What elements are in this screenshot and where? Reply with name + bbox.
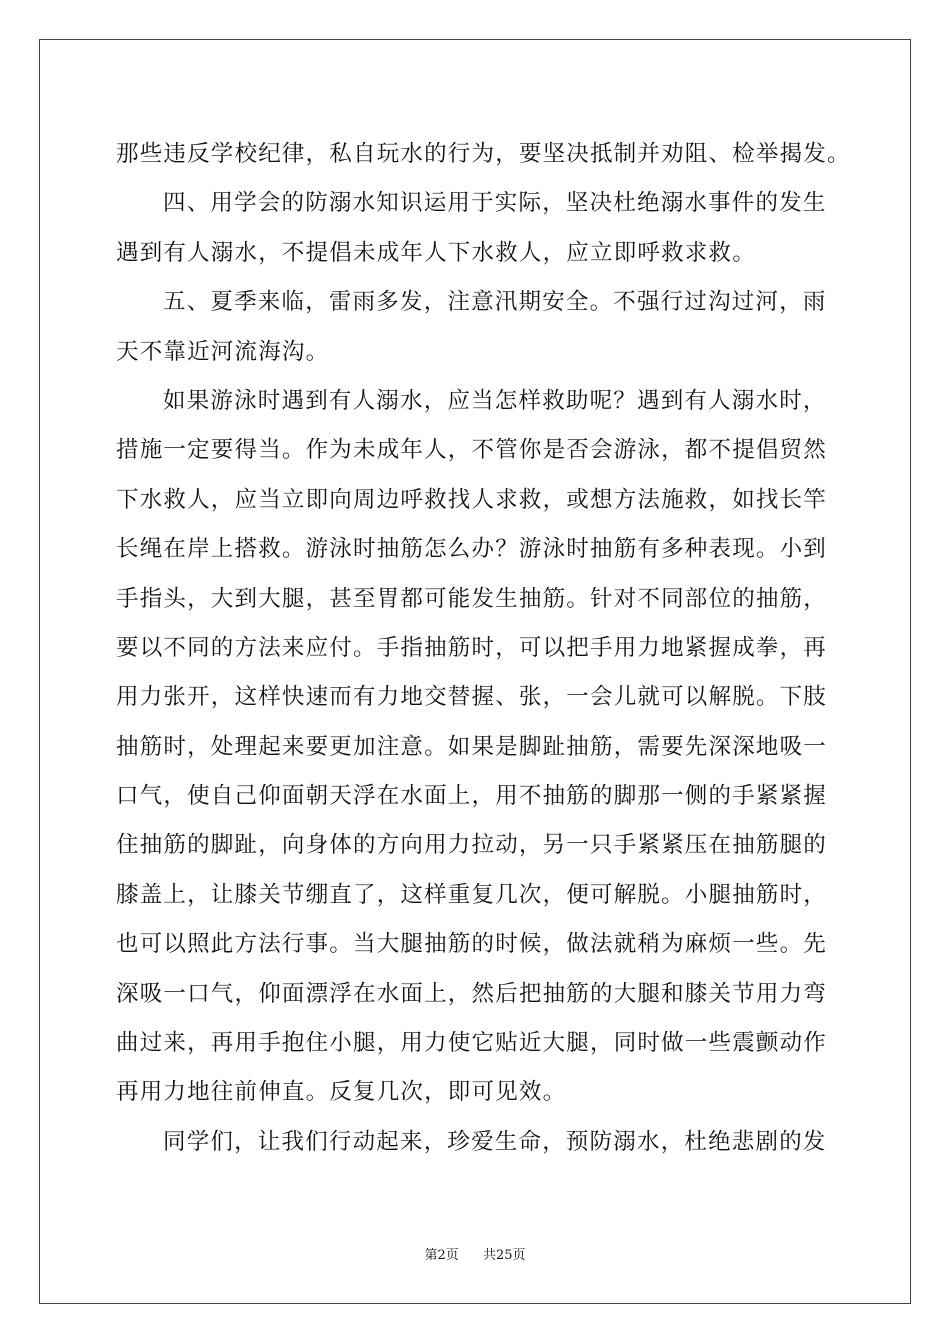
text-line-8: 下水救人，应当立即向周边呼救找人求救，或想方法施救，如找长竿 [116, 486, 828, 513]
text-line-2: 四、用学会的防溺水知识运用于实际，坚决杜绝溺水事件的发生 [163, 190, 827, 217]
text-line-3: 遇到有人溺水，不提倡未成年人下水救人，应立即呼救求救。 [116, 239, 756, 266]
text-line-20: 再用力地往前伸直。反复几次，即可见效。 [116, 1079, 567, 1106]
text-line-10: 手指头，大到大腿，甚至胃都可能发生抽筋。针对不同部位的抽筋， [116, 585, 828, 612]
text-line-16: 膝盖上，让膝关节绷直了，这样重复几次，便可解脱。小腿抽筋时， [116, 881, 828, 908]
page-footer [0, 1247, 950, 1265]
text-line-7: 措施一定要得当。作为未成年人，不管你是否会游泳，都不提倡贸然 [116, 437, 828, 464]
text-line-15: 住抽筋的脚趾，向身体的方向用力拉动，另一只手紧紧压在抽筋腿的 [116, 832, 828, 859]
document-body [116, 130, 851, 1167]
text-line-13: 抽筋时，处理起来要更加注意。如果是脚趾抽筋，需要先深深地吸一 [116, 733, 828, 760]
text-line-17: 也可以照此方法行事。当大腿抽筋的时候，做法就稍为麻烦一些。先 [116, 931, 828, 958]
text-line-1: 那些违反学校纪律，私自玩水的行为，要坚决抵制并劝阻、检举揭发。 [116, 141, 851, 167]
text-line-6: 如果游泳时遇到有人溺水，应当怎样救助呢？遇到有人溺水时， [163, 387, 827, 414]
text-line-18: 深吸一口气，仰面漂浮在水面上，然后把抽筋的大腿和膝关节用力弯 [116, 980, 828, 1007]
text-line-9: 长绳在岸上搭救。游泳时抽筋怎么办？游泳时抽筋有多种表现。小到 [116, 536, 828, 563]
text-line-12: 用力张开，这样快速而有力地交替握、张，一会儿就可以解脱。下肢 [116, 684, 828, 711]
page-number-total: 共25页 [482, 1248, 526, 1263]
text-line-21: 同学们，让我们行动起来，珍爱生命，预防溺水，杜绝悲剧的发 [163, 1128, 827, 1155]
page-number-current: 第2页 [424, 1248, 459, 1263]
text-line-19: 曲过来，再用手抱住小腿，用力使它贴近大腿，同时做一些震颤动作 [116, 1030, 828, 1057]
text-line-14: 口气，使自己仰面朝天浮在水面上，用不抽筋的脚那一侧的手紧紧握 [116, 783, 828, 810]
text-line-4: 五、夏季来临，雷雨多发，注意汛期安全。不强行过沟过河，雨 [163, 289, 827, 316]
text-line-5: 天不靠近河流海沟。 [116, 338, 330, 365]
text-line-11: 要以不同的方法来应付。手指抽筋时，可以把手用力地紧握成拳，再 [116, 634, 828, 661]
